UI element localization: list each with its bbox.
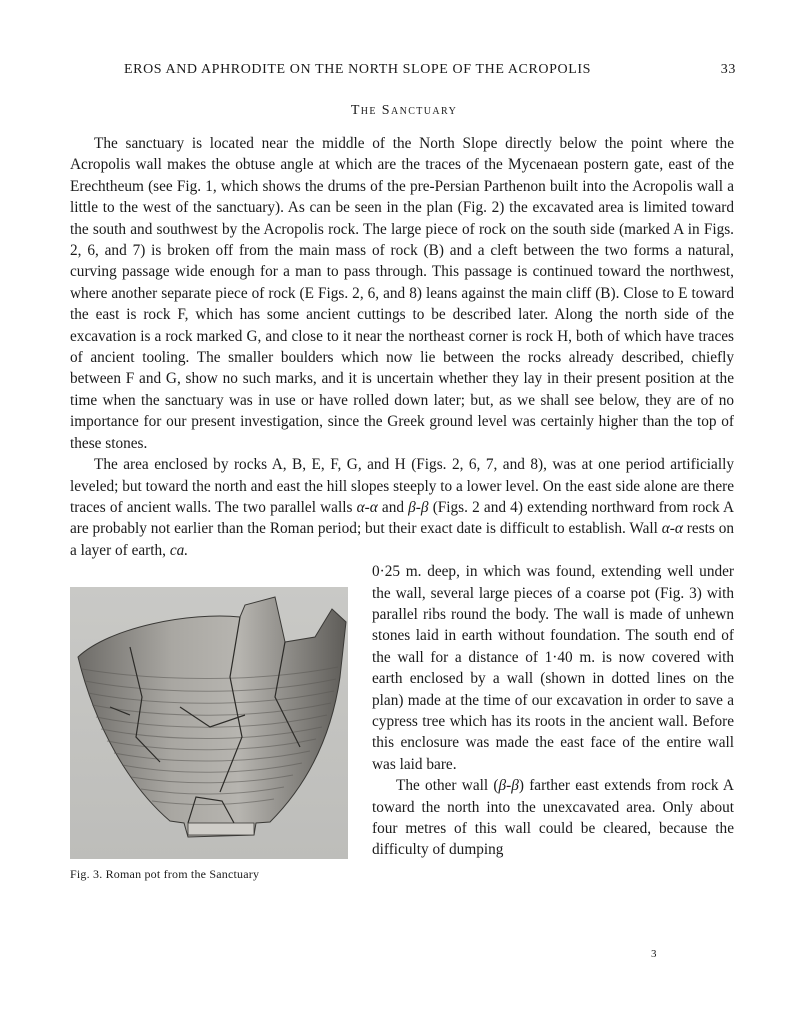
figure-3: [70, 561, 362, 1009]
paragraph-2-text-c: (Figs. 2 and 4) extending northward from rock A are probably not earlier than the Roman period; but their exact date is difficult to establish. Wall: [70, 498, 735, 538]
roman-pot-photo: [70, 587, 348, 859]
paragraph-2-text-a: The area enclosed by rocks A, B, E, F, G, and H (Figs. 2, 6, 7, and 8), was at one period artificially leveled; but toward the north and east the hill slopes steeply to a lower level. On the east side alone are there traces of ancient walls. The two parallel walls: [70, 456, 734, 516]
wall-beta-label-2: β-β: [498, 777, 519, 795]
page-number: 33: [720, 62, 736, 77]
paragraph-2-text-b: and: [381, 498, 404, 516]
figure-caption: Fig. 3. Roman pot from the Sanctuary: [70, 867, 260, 882]
circa-abbrev: ca.: [169, 541, 189, 559]
running-title: EROS AND APHRODITE ON THE NORTH SLOPE OF THE ACROPOLIS: [124, 62, 592, 77]
paragraph-3-text-a: The other wall (: [396, 777, 499, 795]
wall-beta-label: β-β: [408, 498, 429, 516]
paragraph-3-text-b: ) farther east extends from rock A toward the north into the unexcavated area. Only about four metres of this wall could be cleared, because the difficulty of dumping: [372, 777, 734, 859]
wall-alpha-label: α-α: [356, 498, 378, 516]
running-head: [70, 60, 738, 82]
body-text: [70, 133, 734, 1009]
paragraph-2-text-d: rests on a layer of earth,: [70, 520, 734, 559]
paragraph-2-text-e: 0·25 m. deep, in which was found, extending well under the wall, several large pieces of a coarse pot (Fig. 3) with parallel ribs round the body. The wall is made of unhewn stones laid in earth without foundation. The south end of the wall for a distance of 1·40 m. is now covered with earth enclosed by a wall (shown in dotted lines on the plan) made at the time of our excavation in order to save a cypress tree which has its roots in the ancient wall. Before this enclosure was made the east face of the entire wall was laid bare.: [372, 563, 734, 773]
signature-mark: 3: [651, 948, 657, 960]
paragraph-2: [70, 454, 734, 561]
wall-alpha-label-2: α-α: [661, 520, 683, 538]
section-title: The Sanctuary: [350, 103, 458, 118]
paragraph-1: The sanctuary is located near the middle of the North Slope directly below the point where the Acropolis wall makes the obtuse angle at which are the traces of the Mycenaean postern gate, east of the Erechtheum (see Fig. 1, which shows the drums of the pre-Persian Parthenon built into the Acropolis wall a little to the west of the sanctuary). As can be seen in the plan (Fig. 2) the excavated area is limited toward the south and southwest by the Acropolis rock. The large piece of rock on the south side (marked A in Figs. 2, 6, and 7) is broken off from the main mass of rock (B) and a cleft between the two forms a natural, curving passage wide enough for a man to pass through. This passage is continued toward the northwest, where another separate piece of rock (E Figs. 2, 6, and 8) leans against the main cliff (B). Close to E toward the east is rock F, which has some ancient cuttings to be described later. Along the north side of the excavation is a rock marked G, and close to it near the northeast corner is rock H, both of which have traces of ancient tooling. The smaller boulders which now lie between the rocks already described, chiefly between F and G, show no such marks, and it is uncertain whether they lay in their present position at the time when the sanctuary was in use or have rolled down later; but, as we shall see below, they are of no importance for our present investigation, since the Greek ground level was certainly higher than the top of these stones.: [70, 135, 734, 452]
